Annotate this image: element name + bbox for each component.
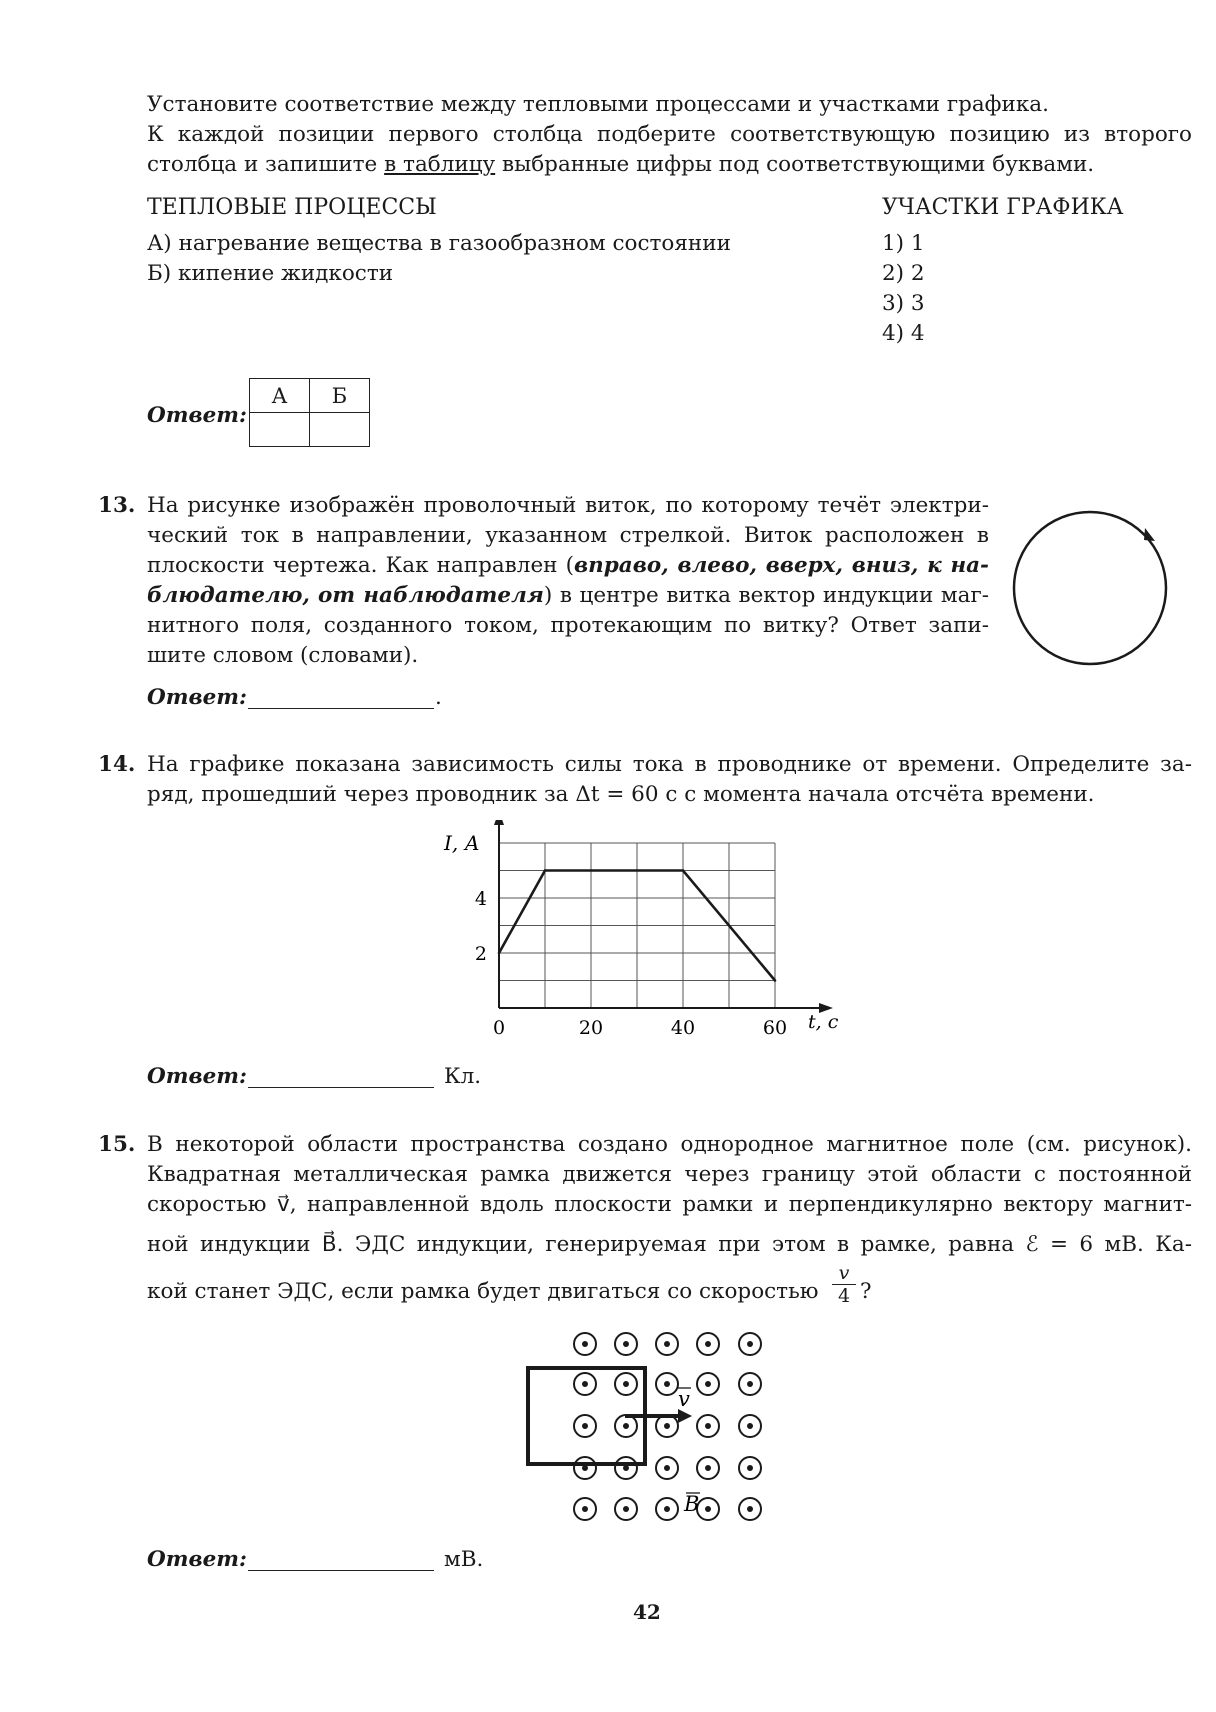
field-dot-center: [623, 1341, 629, 1347]
q13-number: 13.: [98, 493, 136, 518]
q12-right-item-1: 1) 1: [882, 231, 925, 256]
answer-cell-a[interactable]: [250, 413, 310, 447]
q12-left-item-a: А) нагревание вещества в газообразном состоянии: [147, 231, 731, 256]
answer-table-header-b: Б: [310, 379, 370, 413]
q12-intro-1: Установите соответствие между тепловыми процессами и участками графика.: [147, 92, 1049, 117]
field-dot-center: [623, 1506, 629, 1512]
q15-answer-unit: мВ.: [444, 1547, 484, 1572]
field-dot-center: [582, 1423, 588, 1429]
field-dot-center: [747, 1423, 753, 1429]
q13-answer-label: Ответ:: [147, 685, 247, 710]
q12-intro-3: [147, 150, 1094, 180]
page-number: 42: [633, 1600, 661, 1624]
q15-number: 15.: [98, 1132, 136, 1157]
q14-answer-field[interactable]: [248, 1087, 434, 1088]
q12-intro-3a: столбца и запишите: [147, 152, 378, 177]
y-tick-label: 4: [474, 888, 487, 910]
q15-line-4: ной индукции B⃗. ЭДС индукции, генерируемая при этом в рамке, равна ℰ = 6 мВ. Ка-: [147, 1232, 1192, 1257]
q15-answer-field[interactable]: [248, 1570, 434, 1571]
q14-answer-label: Ответ:: [147, 1064, 247, 1089]
field-dot-center: [705, 1465, 711, 1471]
y-axis-label: I, А: [444, 831, 480, 855]
field-dot-center: [582, 1341, 588, 1347]
series-point: [544, 869, 547, 872]
field-induction-label: B: [684, 1492, 700, 1516]
q13-line-3b: вправо, влево, вверх, вниз, к на-: [574, 553, 989, 578]
x-tick-label: 20: [578, 1017, 604, 1039]
series-point: [682, 869, 685, 872]
q15-line-5: [147, 1277, 819, 1307]
field-dot-center: [582, 1506, 588, 1512]
field-dot-center: [705, 1423, 711, 1429]
q13-line-2: ческий ток в направлении, указанном стрелкой. Виток расположен в: [147, 523, 989, 548]
field-dot-center: [747, 1381, 753, 1387]
q12-right-header: УЧАСТКИ ГРАФИКА: [882, 195, 1124, 220]
wire-loop: [1014, 512, 1166, 664]
field-dot-center: [664, 1381, 670, 1387]
field-dot-center: [705, 1381, 711, 1387]
field-dot-center: [747, 1506, 753, 1512]
wire-loop-figure: [1005, 508, 1185, 678]
y-tick-label: 2: [474, 943, 487, 965]
field-dot-center: [747, 1465, 753, 1471]
q12-right-item-3: 3) 3: [882, 291, 925, 316]
field-dot-center: [582, 1381, 588, 1387]
q12-answer-table: [249, 378, 370, 447]
x-tick-label: 40: [670, 1017, 696, 1039]
q13-line-5: нитного поля, созданного током, протекающим по витку? Ответ запи-: [147, 613, 989, 638]
fraction-numerator: v: [832, 1262, 856, 1285]
x-axis-label: t, с: [808, 1011, 839, 1033]
field-dot-center: [664, 1423, 670, 1429]
q12-intro-2: К каждой позиции первого столбца подберите соответствующую позицию из второго: [147, 122, 1192, 147]
field-dot-center: [664, 1465, 670, 1471]
field-dot-center: [664, 1341, 670, 1347]
x-tick-label: 60: [762, 1017, 788, 1039]
q12-left-header: ТЕПЛОВЫЕ ПРОЦЕССЫ: [147, 195, 437, 220]
q13-line-4b: ) в центре витка вектор индукции маг-: [543, 583, 989, 608]
q15-line-2: Квадратная металлическая рамка движется через границу этой области с постоянной: [147, 1162, 1192, 1187]
field-dot-center: [705, 1506, 711, 1512]
fraction-question-mark: ?: [860, 1279, 872, 1304]
q12-right-item-2: 2) 2: [882, 261, 925, 286]
q12-intro-3c: выбранные цифры под соответствующими буквами.: [502, 152, 1095, 177]
q14-line-2: ряд, прошедший через проводник за Δt = 60 с с момента начала отсчёта времени.: [147, 782, 1095, 807]
x-tick-label: 0: [492, 1017, 506, 1039]
y-axis-arrow: [494, 820, 504, 825]
chart-grid: [499, 843, 775, 1008]
q15-answer-label: Ответ:: [147, 1547, 247, 1572]
q12-answer-label: Ответ:: [147, 403, 247, 428]
field-dots: [574, 1333, 761, 1520]
field-dot-center: [747, 1341, 753, 1347]
q13-line-3a: плоскости чертежа. Как направлен (: [147, 553, 575, 578]
field-dot-center: [623, 1423, 629, 1429]
q13-line-4a: блюдателю, от наблюдателя: [147, 583, 544, 608]
series-point: [498, 952, 501, 955]
velocity-fraction: [832, 1262, 856, 1307]
velocity-arrow-head: [678, 1409, 692, 1423]
answer-table-header-a: А: [250, 379, 310, 413]
answer-cell-b[interactable]: [310, 413, 370, 447]
fraction-denominator: 4: [837, 1285, 851, 1307]
q13-line-4: [147, 581, 989, 611]
q13-line-6: шите словом (словами).: [147, 643, 419, 668]
magnetic-field-figure: [520, 1318, 780, 1528]
q14-answer-unit: Кл.: [444, 1064, 482, 1089]
q12-intro-3b: в таблицу: [384, 152, 496, 177]
q13-answer-tail: .: [435, 685, 442, 710]
q14-number: 14.: [98, 752, 136, 777]
field-dot-center: [664, 1506, 670, 1512]
q13-answer-field[interactable]: [248, 708, 434, 709]
q15-line-1: В некоторой области пространства создано однородное магнитное поле (см. рисунок).: [147, 1132, 1192, 1157]
q14-line-1: На графике показана зависимость силы тока в проводнике от времени. Определите за-: [147, 752, 1192, 777]
series-point: [774, 979, 777, 982]
q12-right-item-4: 4) 4: [882, 321, 925, 346]
field-dot-center: [705, 1341, 711, 1347]
q12-left-item-b: Б) кипение жидкости: [147, 261, 394, 286]
field-dot-center: [623, 1381, 629, 1387]
current-direction-arrow: [1144, 528, 1155, 541]
q13-line-3: [147, 551, 989, 581]
q13-line-1: На рисунке изображён проволочный виток, по которому течёт электри-: [147, 493, 989, 518]
q15-line-5-text: кой станет ЭДС, если рамка будет двигаться со скоростью: [147, 1279, 819, 1304]
velocity-label: v: [678, 1387, 690, 1411]
current-time-chart: [420, 820, 860, 1050]
q15-line-3: скоростью v⃗, направленной вдоль плоскости рамки и перпендикулярно вектору магнит-: [147, 1192, 1192, 1217]
